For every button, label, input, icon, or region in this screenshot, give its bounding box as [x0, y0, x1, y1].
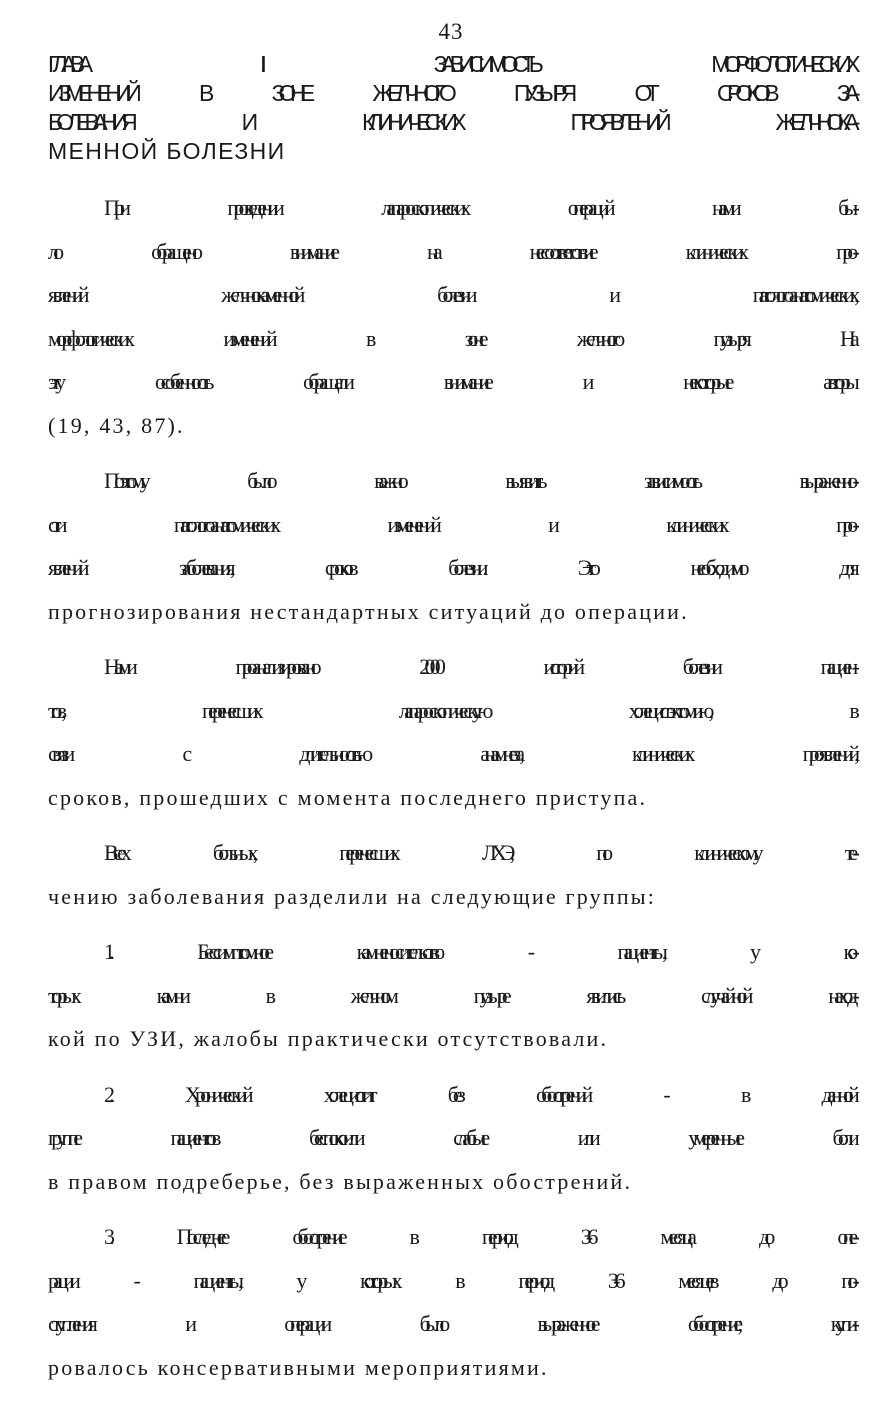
- paragraph-3: [48, 645, 854, 819]
- text-line: тов, перенесших лапароскопическую холецистэктомию, в: [48, 697, 854, 723]
- list-item-2: [48, 1073, 854, 1204]
- text-line: явлений заболевания, сроков болезни. Это необходимо для: [48, 555, 854, 580]
- chapter-title: [48, 50, 854, 166]
- text-line: морфологических изменений в зоне желчного пузыря. На: [48, 325, 854, 351]
- list-item-1: [48, 930, 854, 1061]
- text-line: (19, 43, 87).: [48, 412, 185, 438]
- text-line: 3. Последнее обострение в период 3-6 месяца до опе-: [104, 1224, 854, 1249]
- chapter-title-line: ГЛАВА III. ЗАВИСИМОСТЬ МОРФОЛОГИЧЕСКИХ: [48, 51, 854, 77]
- text-line: торых камни в желчном пузыре явились случайной наход-: [48, 982, 854, 1008]
- text-line: кой по УЗИ, жалобы практически отсутствовали.: [48, 1026, 609, 1051]
- text-line: Нами проанализировано 2000 историй болезни пациен-: [104, 654, 854, 679]
- text-line: чению заболевания разделили на следующие группы:: [48, 883, 657, 909]
- text-line: сроков, прошедших с момента последнего приступа.: [48, 784, 648, 810]
- text-line: ступления и операции было выраженное обострение; купи-: [48, 1311, 854, 1336]
- text-line: При проведении лапароскопических операций нами бы-: [104, 195, 854, 220]
- text-line: 1. Бессимптомное камненосительство - пациенты, у ко-: [104, 939, 854, 964]
- paragraph-1: [48, 186, 854, 447]
- text-line: связи с длительностью анамнеза, клинических проявлений,: [48, 741, 854, 766]
- text-line: ло обращено внимание на несоответствие клинических про-: [48, 238, 854, 264]
- text-line: 2. Хронический холецистит без обострений - в данной: [104, 1081, 854, 1107]
- text-line: прогнозирования нестандартных ситуаций до операции.: [48, 598, 689, 624]
- list-item-3: [48, 1215, 854, 1389]
- chapter-title-line: ИЗМЕНЕНИЙ В ЗОНЕ ЖЕЛЧНОГО ПУЗЫРЯ ОТ СРОКОВ ЗА-: [48, 80, 854, 106]
- paragraph-2: [48, 459, 854, 633]
- chapter-title-line: БОЛЕВАНИЯ И КЛИНИЧЕСКИХ ПРОЯВЛЕНИЙ ЖЕЛЧНОКА-: [48, 109, 854, 135]
- document-page: [48, 16, 854, 1401]
- text-line: Всех больных, перенесших ЛХЭ, по клиническому те-: [104, 840, 854, 865]
- text-line: рации - пациенты, у которых в период 3-6 месяцев до по-: [48, 1267, 854, 1293]
- chapter-title-line: МЕННОЙ БОЛЕЗНИ: [48, 138, 286, 164]
- text-line: группе пациентов беспокоили слабые или умеренные боли: [48, 1125, 854, 1150]
- text-line: в правом подреберье, без выраженных обострений.: [48, 1168, 633, 1194]
- text-line: Поэтому было важно выявить зависимость выраженно-: [104, 468, 854, 493]
- text-line: сти патологоанатомических изменений и клинических про-: [48, 511, 854, 537]
- paragraph-4: [48, 831, 854, 918]
- text-line: эту особенность обращали внимание и некоторые авторы: [48, 369, 854, 394]
- page-number: 43: [438, 19, 464, 44]
- text-line: явлений желчнокаменной болезни и патологоанатомических,: [48, 282, 854, 307]
- text-line: ровалось консервативными мероприятиями.: [48, 1354, 549, 1380]
